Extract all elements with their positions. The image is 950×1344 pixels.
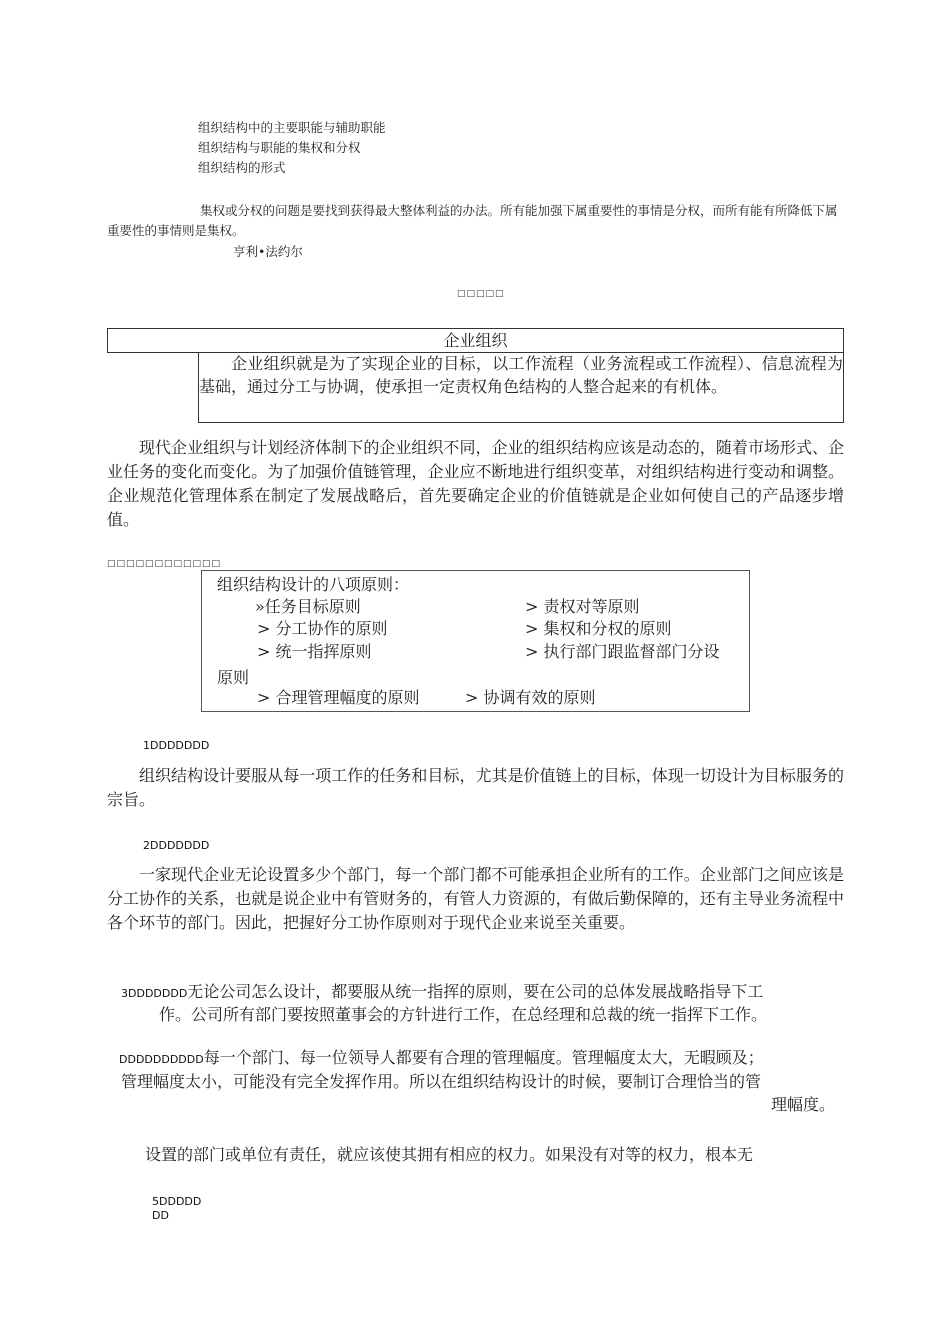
principle-item-4: > 集权和分权的原则: [525, 619, 672, 638]
principle-item-1: »任务目标原则: [255, 597, 361, 616]
quote-author: 亨利•法约尔: [233, 244, 303, 259]
section-5-heading-continued: DD: [152, 1209, 169, 1222]
section-3-line-2: 作。公司所有部门要按照董事会的方针进行工作，在总经理和总裁的统一指挥下工作。: [159, 1005, 768, 1024]
principle-item-2: > 责权对等原则: [525, 597, 640, 616]
section-1-text: 组织结构设计要服从每一项工作的任务和目标，尤其是价值链上的目标，体现一切设计为目标服务的宗旨。: [107, 766, 844, 809]
principle-item-6: > 执行部门跟监督部门分设: [525, 642, 720, 661]
toc-line-3: 组织结构的形式: [198, 160, 286, 175]
placeholder-squares-heading: □□□□□: [457, 289, 505, 299]
enterprise-organization-box: [107, 328, 844, 423]
principle-item-5: > 统一指挥原则: [257, 642, 372, 661]
placeholder-squares-subheading: □□□□□□□□□□□□: [107, 559, 222, 569]
principle-item-8: > 协调有效的原则: [465, 688, 596, 707]
principle-item-6-continued: 原则: [217, 668, 250, 687]
enterprise-box-title: 企业组织: [107, 328, 844, 353]
section-1-heading: 1DDDDDDD: [143, 739, 210, 752]
toc-line-1: 组织结构中的主要职能与辅助职能: [198, 120, 386, 135]
section-4-text-a: 每一个部门、每一位领导人都要有合理的管理幅度。管理幅度太大，无暇顾及；: [203, 1048, 764, 1067]
section-4-line-2: 管理幅度太小，可能没有完全发挥作用。所以在组织结构设计的时候，要制订合理恰当的管: [121, 1072, 762, 1091]
toc-line-2: 组织结构与职能的集权和分权: [198, 140, 361, 155]
enterprise-box-definition: 企业组织就是为了实现企业的目标，以工作流程（业务流程或工作流程）、信息流程为基础，通过分工与协调，使承担一定责权角色结构的人整合起来的有机体。: [198, 352, 844, 423]
section-2-text: 一家现代企业无论设置多少个部门，每一个部门都不可能承担企业所有的工作。企业部门之间应该是分工协作的关系，也就是说企业中有管财务的，有管人力资源的，有做后勤保障的，还有主导业务流程中各个环节的部门。因此，把握好分工协作原则对于现代企业来说至关重要。: [107, 865, 844, 932]
principles-title: 组织结构设计的八项原则：: [217, 575, 410, 594]
section-3-text-a: 无论公司怎么设计，都要服从统一指挥的原则，要在公司的总体发展战略指导下工: [187, 982, 764, 1001]
section-5-text: 设置的部门或单位有责任，就应该使其拥有相应的权力。如果没有对等的权力，根本无: [145, 1145, 754, 1164]
section-4-line-3: 理幅度。: [771, 1095, 836, 1114]
section-5-heading: 5DDDDD: [152, 1195, 202, 1208]
principle-item-7: > 合理管理幅度的原则: [257, 688, 420, 707]
section-4-heading: DDDDDDDDDD: [119, 1053, 204, 1066]
section-3-heading: 3DDDDDDD: [121, 987, 188, 1000]
principles-box: [201, 570, 750, 712]
quote-text: 集权或分权的问题是要找到获得最大整体利益的办法。所有能加强下属重要性的事情是分权，而所有能有所降低下属重要性的事情则是集权。: [107, 203, 838, 238]
section-4-line-1: [119, 1046, 764, 1072]
section-2-heading: 2DDDDDDD: [143, 839, 210, 852]
principle-item-3: > 分工协作的原则: [257, 619, 388, 638]
paragraph-modern-enterprise: 现代企业组织与计划经济体制下的企业组织不同，企业的组织结构应该是动态的，随着市场形式、企业任务的变化而变化。为了加强价值链管理，企业应不断地进行组织变革，对组织结构进行变动和调整。企业规范化管理体系在制定了发展战略后，首先要确定企业的价值链就是企业如何使自己的产品逐步增值。: [107, 438, 844, 529]
